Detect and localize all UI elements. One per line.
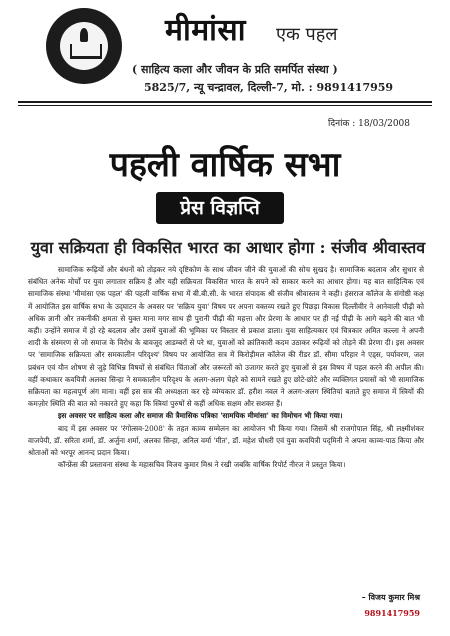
signature-phone: 9891417959: [364, 608, 420, 618]
header-divider-thin: [18, 105, 432, 106]
article-body: [28, 264, 424, 471]
paragraph: सामाजिक रूढ़ियों और बंधनों को तोड़कर नये दृष्टिकोण के साथ जीवन जीने की युवाओं की सोच सुखद है। सामाजिक बदलाव और सुधार से संबंधित अनेक मोर्चों पर युवा लगातार सक्रिय हैं और यही सक्रियता विकसित भारत के सपने को साकार करने का आधार होगा। यह बात साहित्यिक एवं सामाजिक संस्था 'मीमांसा एक पहल' की पहली वार्षिक सभा में बी.बी.सी. के भारत संपादक श्री संजीव श्रीवास्तव ने कही। हंसराज कॉलेज के संगोष्ठी कक्ष में आयोजित इस वार्षिक सभा के उद्‌घाटन के अवसर पर 'सक्रिय युवा' विषय पर अपना वक्तव्य रखते हुए पिछड़ा विकास दिल्लीवीर ने आनेवाली पीढ़ी को अधिक ज्ञानी और तकनीकी क्षमता से युक्त माना मगर साथ ही पुरानी पीढ़ी की महत्ता और प्रेरणा के आधार पर ही नई पीढ़ी के आगे बढ़ने की बात भी कही। उन्होंने समाज में हो रहे बदलाव और उसमें युवाओं की भूमिका पर विस्तार से प्रकाश डाला। युवा साहित्यकार एवं चित्रकार अमित कल्ला ने अपनी शादी के संस्मरण से जो समाज के विरोध के बावजूद आडम्बरों से परे था, युवाओं को क्रांतिकारी कदम उठाकर रूढ़ियों को तोड़ने की प्रेरणा दी। इस अवसर पर 'सामाजिक सक्रियता और समकालीन परिदृश्य' विषय पर आयोजित सत्र में किरोड़ीमल कॉलेज की रीडर डॉ. सीमा परिहार ने एड्‌स, पर्यावरण, जल प्रबंधन एवं यौन शोषण से जुड़े विभिन्न विषयों से संबंधित चिंताओं और जरूरतों को उजागर करते हुए युवाओं से इस विषय में पहल करने की अपील की। वहीं कथाकार कवयित्री अलका सिन्हा ने समकालीन परिदृश्य के अलग-अलग चेहरे को सामने रखते हुए छोटे-छोटे और व्यक्तिगत प्रयासों को भी सामाजिक सक्रियता का महत्वपूर्ण अंग माना। वहीं इस सत्र की अध्यक्षता कर रहे व्यंग्यकार डॉ. हरीश नवल ने अलग-अलग स्थितियां बताते हुए समाज में स्त्रियों की कमज़ोर स्थिति की बात को नकारते हुए कहा कि स्त्रियां पुरुषों से कहीं अधिक सक्षम और सशक्त हैं।: [28, 265, 424, 409]
book-icon: [70, 44, 102, 59]
organization-subtitle: ( साहित्य कला और जीवन के प्रति समर्पित संस्था ): [132, 63, 338, 76]
organization-address: 5825/7, न्यू चन्द्रावल, दिल्ली-7, मो. : 9891417959: [144, 81, 394, 94]
press-release-badge: प्रेस विज्ञप्ति: [156, 192, 284, 224]
seal-emblem: [60, 22, 108, 70]
organization-name: मीमांसा: [165, 13, 246, 48]
article-headline: युवा सक्रियता ही विकसित भारत का आधार होगा : संजीव श्रीवास्तव: [30, 238, 426, 257]
paragraph: बाद में इस अवसर पर 'रंगोत्सव-2008' के तहत काव्य सम्मेलन का आयोजन भी किया गया। जिसमें श्री राजगोपाल सिंह, श्री लक्ष्मीशंकर वाजपेयी, डॉ. सरिता शर्मा, डॉ. अर्जुना शर्मा, अलका सिन्हा, अनिल वर्मा 'मीत', डॉ. महेश चौधरी एवं युवा कवयित्री पद्‌मिनी ने अपना काव्य-पाठ किया और श्रोताओं को भरपूर आनन्द प्रदान किया।: [28, 423, 424, 458]
seal-logo: [46, 8, 122, 84]
document-date: दिनांक : 18/03/2008: [328, 119, 410, 129]
document-title: पहली वार्षिक सभा: [109, 145, 341, 185]
paragraph-highlight: इस अवसर पर साहित्य कला और समाज की त्रैमासिक पत्रिका 'सामयिक मीमांसा' का विमोचन भी किया गया।: [58, 411, 343, 421]
lamp-icon: [80, 28, 88, 42]
organization-tagline: एक पहल: [276, 24, 338, 45]
header-divider: [18, 101, 432, 103]
signature-name: – विजय कुमार मिश्र: [361, 592, 420, 602]
paragraph: कॉन्फ्रेंस की प्रस्तावना संस्था के महासचिव विजय कुमार मिश्र ने रखी जबकि वार्षिक रिपोर्ट नीरज ने प्रस्तुत किया।: [58, 460, 346, 470]
